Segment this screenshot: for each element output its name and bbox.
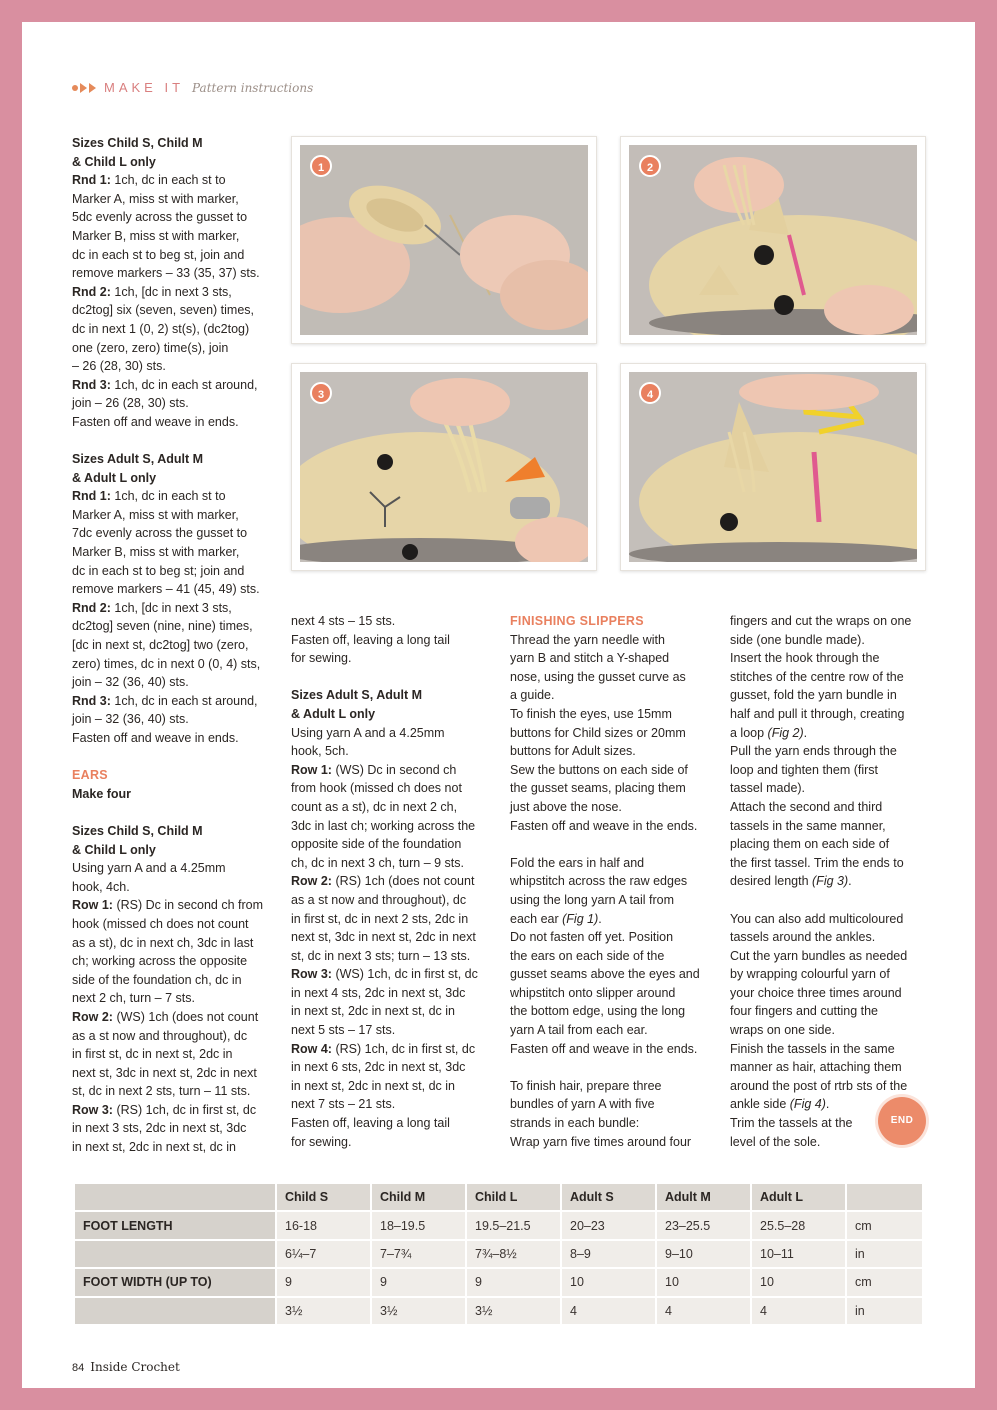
text-line: your choice three times around [730, 985, 902, 1000]
text-line: Row 2: (RS) 1ch (does not count [291, 874, 475, 889]
text-line: 5dc evenly across the gusset to [72, 210, 248, 225]
text-line: ch; working across the opposite [72, 954, 248, 969]
text-line: just above the nose. [510, 799, 622, 814]
text-line: from hook (missed ch does not [291, 781, 462, 796]
table-header-row [75, 1184, 924, 1212]
text-line: next st, 3dc in next st, 2dc in next [291, 930, 476, 945]
page-footer [72, 1360, 180, 1374]
text-line: Sizes Adult S, Adult M [72, 452, 204, 467]
table-cell: 6¼–7 [277, 1241, 372, 1269]
text-line: Sew the buttons on each side of [510, 762, 688, 777]
table-cell: 9 [372, 1269, 467, 1297]
text-line: next 7 sts – 21 sts. [291, 1097, 396, 1112]
text-line: in first st, dc in next st, 2dc in [72, 1047, 233, 1062]
text-line: half and pull it through, creating [730, 706, 905, 721]
text-line: buttons for Adult sizes. [510, 744, 636, 759]
text-line: in next st, 2dc in next st, dc in [291, 1004, 455, 1019]
figure-2 [620, 136, 926, 344]
spacer [510, 1058, 715, 1077]
text-line: dc in each st to beg st, join and [72, 247, 245, 262]
text-line: dc2tog] seven (nine, nine) times, [72, 619, 253, 634]
text-line: each ear (Fig 1). [510, 911, 602, 926]
arrow-icon [72, 83, 96, 93]
spacer [730, 891, 930, 910]
text-line: Trim the tassels at the [730, 1116, 853, 1131]
text-line: zero) times, dc in next 0 (0, 4) sts, [72, 656, 261, 671]
text-line: whipstitch onto slipper around [510, 985, 676, 1000]
text-line: & Adult L only [291, 706, 376, 721]
text-line: next 5 sts – 17 sts. [291, 1023, 396, 1038]
text-line: remove markers – 41 (45, 49) sts. [72, 582, 260, 597]
text-line: Pull the yarn ends through the [730, 744, 897, 759]
text-line: To finish the eyes, use 15mm [510, 706, 672, 721]
text-line: Rnd 1: 1ch, dc in each st to [72, 173, 226, 188]
text-line: st, dc in next 3 sts; turn – 13 sts. [291, 948, 471, 963]
text-line: Rnd 1: 1ch, dc in each st to [72, 489, 226, 504]
figure-badge: 3 [310, 382, 332, 404]
magazine-name: Inside Crochet [90, 1360, 180, 1374]
text-line: EARS [72, 768, 108, 783]
text-column-1 [72, 134, 272, 1157]
text-line: Finish the tassels in the same [730, 1041, 895, 1056]
figure-3 [291, 363, 597, 571]
text-line: for sewing. [291, 1134, 352, 1149]
text-line: strands in each bundle: [510, 1116, 640, 1131]
text-line: placing them on each side of [730, 837, 890, 852]
text-line: buttons for Child sizes or 20mm [510, 725, 686, 740]
text-line: [dc in next st, dc2tog] two (zero, [72, 638, 249, 653]
text-line: side (one bundle made). [730, 632, 865, 647]
text-line: tassel made). [730, 781, 806, 796]
text-column-3 [510, 612, 715, 1151]
text-line: You can also add multicoloured [730, 911, 904, 926]
text-line: by wrapping colourful yarn of [730, 967, 890, 982]
text-line: around the post of rtrb sts of the [730, 1078, 908, 1093]
text-line: desired length (Fig 3). [730, 874, 852, 889]
text-line: side of the foundation ch, dc in [72, 972, 242, 987]
text-line: Rnd 3: 1ch, dc in each st around, [72, 377, 258, 392]
text-line: Fasten off and weave in the ends. [510, 1041, 698, 1056]
text-line: Cut the yarn bundles as needed [730, 948, 908, 963]
table-header-cell: Adult S [562, 1184, 657, 1212]
text-line: Rnd 2: 1ch, [dc in next 3 sts, [72, 284, 232, 299]
text-line: four fingers and cutting the [730, 1004, 879, 1019]
text-line: & Adult L only [72, 470, 157, 485]
table-row [75, 1212, 924, 1240]
text-line: gusset, fold the yarn bundle in [730, 688, 897, 703]
text-line: in next 4 sts, 2dc in next st, 3dc [291, 985, 466, 1000]
text-line: hook, 5ch. [291, 744, 349, 759]
table-cell: 10 [657, 1269, 752, 1297]
text-line: in next 6 sts, 2dc in next st, 3dc [291, 1060, 466, 1075]
page-number: 84 [72, 1362, 85, 1374]
text-line: Sizes Child S, Child M [72, 136, 203, 150]
text-line: remove markers – 33 (35, 37) sts. [72, 266, 260, 281]
table-cell: 8–9 [562, 1241, 657, 1269]
table-cell: 7¾–8½ [467, 1241, 562, 1269]
text-line: join – 32 (36, 40) sts. [72, 712, 189, 727]
table-row [75, 1241, 924, 1269]
text-line: tassels in the same manner, [730, 818, 886, 833]
text-line: the ears on each side of the [510, 948, 665, 963]
text-line: next 2 ch, turn – 7 sts. [72, 991, 195, 1006]
text-line: Row 1: (WS) Dc in second ch [291, 762, 457, 777]
text-line: stitches of the centre row of the [730, 669, 904, 684]
text-line: yarn B and stitch a Y-shaped [510, 651, 670, 666]
table-header-cell [75, 1184, 277, 1212]
text-line: st, dc in next 2 sts, turn – 11 sts. [72, 1084, 251, 1099]
figure-1 [291, 136, 597, 344]
table-cell: 3½ [467, 1298, 562, 1326]
table-cell [75, 1298, 277, 1326]
text-line: using the long yarn A tail from [510, 892, 674, 907]
text-line: the gusset seams, placing them [510, 781, 686, 796]
text-line: ankle side (Fig 4). [730, 1097, 830, 1112]
text-line: in next 3 sts, 2dc in next st, 3dc [72, 1121, 247, 1136]
text-line: hook, 4ch. [72, 879, 130, 894]
table-header-cell: Child M [372, 1184, 467, 1212]
table-cell: 25.5–28 [752, 1212, 847, 1240]
end-badge: END [878, 1097, 926, 1145]
text-line: Marker A, miss st with marker, [72, 191, 239, 206]
text-line: for sewing. [291, 651, 352, 666]
text-line: tassels around the ankles. [730, 930, 876, 945]
text-line: manner as hair, attaching them [730, 1060, 902, 1075]
text-line: as a st now and throughout), dc [291, 892, 467, 907]
text-line: hook (missed ch does not count [72, 916, 249, 931]
text-line: level of the sole. [730, 1134, 821, 1149]
table-cell: FOOT LENGTH [75, 1212, 277, 1240]
text-line: dc2tog] six (seven, seven) times, [72, 303, 255, 318]
text-column-4 [730, 612, 930, 1151]
text-line: Row 3: (RS) 1ch, dc in first st, dc [72, 1102, 257, 1117]
text-line: – 26 (28, 30) sts. [72, 359, 166, 374]
table-cell: 9–10 [657, 1241, 752, 1269]
text-line: loop and tighten them (first [730, 762, 878, 777]
text-line: 7dc evenly across the gusset to [72, 526, 248, 541]
text-line: Sizes Adult S, Adult M [291, 688, 423, 703]
table-cell: 4 [752, 1298, 847, 1326]
text-line: dc in each st to beg st; join and [72, 563, 245, 578]
text-line: Thread the yarn needle with [510, 632, 665, 647]
size-table [75, 1184, 924, 1326]
text-line: Do not fasten off yet. Position [510, 930, 674, 945]
text-line: Marker B, miss st with marker, [72, 545, 240, 560]
text-line: dc in next 1 (0, 2) st(s), (dc2tog) [72, 321, 250, 336]
text-line: count as a st), dc in next 2 ch, [291, 799, 458, 814]
table-cell: 16-18 [277, 1212, 372, 1240]
table-cell: 4 [562, 1298, 657, 1326]
text-line: Fasten off and weave in ends. [72, 731, 239, 745]
table-header-cell: Adult L [752, 1184, 847, 1212]
table-cell: 23–25.5 [657, 1212, 752, 1240]
text-line: a guide. [510, 688, 555, 703]
text-line: in next st, 2dc in next st, dc in [72, 1140, 236, 1155]
text-line: opposite side of the foundation [291, 837, 462, 852]
table-cell: 18–19.5 [372, 1212, 467, 1240]
figure-badge: 2 [639, 155, 661, 177]
text-line: yarn A tail from each ear. [510, 1023, 648, 1038]
spacer [72, 803, 272, 822]
text-line: whipstitch across the raw edges [510, 874, 688, 889]
text-line: Marker B, miss st with marker, [72, 228, 240, 243]
table-cell: 3½ [277, 1298, 372, 1326]
table-row [75, 1298, 924, 1326]
text-line: Make four [72, 786, 132, 801]
table-cell: 9 [277, 1269, 372, 1297]
table-cell: 9 [467, 1269, 562, 1297]
table-cell: in [847, 1298, 924, 1326]
table-cell: 20–23 [562, 1212, 657, 1240]
table-cell: 3½ [372, 1298, 467, 1326]
header-subtitle: Pattern instructions [192, 80, 314, 95]
spacer [510, 835, 715, 854]
spacer [72, 748, 272, 767]
table-header-cell [847, 1184, 924, 1212]
text-line: in first st, dc in next 2 sts, 2dc in [291, 911, 469, 926]
table-cell: 19.5–21.5 [467, 1212, 562, 1240]
table-cell: 10 [562, 1269, 657, 1297]
table-cell: cm [847, 1212, 924, 1240]
text-line: the bottom edge, using the long [510, 1004, 686, 1019]
text-column-2 [291, 612, 496, 1151]
text-line: as a st now and throughout), dc [72, 1028, 248, 1043]
text-line: Rnd 2: 1ch, [dc in next 3 sts, [72, 600, 232, 615]
figure-badge: 1 [310, 155, 332, 177]
text-line: bundles of yarn A with five [510, 1097, 655, 1112]
text-line: the first tassel. Trim the ends to [730, 855, 904, 870]
table-cell: 10 [752, 1269, 847, 1297]
figure-badge: 4 [639, 382, 661, 404]
text-line: wraps on one side. [730, 1023, 835, 1038]
text-line: one (zero, zero) time(s), join [72, 340, 229, 355]
table-cell: 4 [657, 1298, 752, 1326]
table-header-cell: Adult M [657, 1184, 752, 1212]
text-line: next st, 3dc in next st, 2dc in next [72, 1065, 257, 1080]
figure-4 [620, 363, 926, 571]
text-line: ch, dc in next 3 ch, turn – 9 sts. [291, 855, 465, 870]
text-line: fingers and cut the wraps on one [730, 614, 912, 628]
table-row [75, 1269, 924, 1297]
photo-hook-hair [629, 145, 917, 335]
text-line: Fasten off and weave in ends. [72, 414, 239, 429]
text-line: Fasten off, leaving a long tail [291, 1116, 450, 1131]
table-cell: in [847, 1241, 924, 1269]
text-line: 3dc in last ch; working across the [291, 818, 476, 833]
text-line: & Child L only [72, 154, 156, 169]
text-line: To finish hair, prepare three [510, 1078, 662, 1093]
text-line: Attach the second and third [730, 799, 883, 814]
text-line: Fold the ears in half and [510, 855, 645, 870]
text-line: in next st, 2dc in next st, dc in [291, 1078, 455, 1093]
text-line: join – 32 (36, 40) sts. [72, 675, 189, 690]
table-cell [75, 1241, 277, 1269]
table-header-cell: Child S [277, 1184, 372, 1212]
text-line: Sizes Child S, Child M [72, 823, 203, 838]
text-line: Insert the hook through the [730, 651, 880, 666]
text-line: Using yarn A and a 4.25mm [72, 861, 226, 876]
table-cell: 7–7¾ [372, 1241, 467, 1269]
text-line: Using yarn A and a 4.25mm [291, 725, 445, 740]
text-line: Row 1: (RS) Dc in second ch from [72, 898, 264, 913]
text-line: & Child L only [72, 842, 156, 857]
table-cell: cm [847, 1269, 924, 1297]
text-line: join – 26 (28, 30) sts. [72, 396, 189, 411]
text-line: FINISHING SLIPPERS [510, 614, 644, 628]
text-line: as a st), dc in next ch, 3dc in last [72, 935, 254, 950]
table-cell: 10–11 [752, 1241, 847, 1269]
text-line: gusset seams above the eyes and [510, 967, 700, 982]
photo-yellow-tassel [629, 372, 917, 562]
text-line: Row 4: (RS) 1ch, dc in first st, dc [291, 1041, 476, 1056]
table-cell: FOOT WIDTH (UP TO) [75, 1269, 277, 1297]
section-header [72, 80, 313, 95]
photo-sewing-ear [300, 145, 588, 335]
text-line: next 4 sts – 15 sts. [291, 614, 396, 628]
text-line: Wrap yarn five times around four [510, 1134, 692, 1149]
text-line: Fasten off, leaving a long tail [291, 632, 450, 647]
spacer [291, 668, 496, 687]
header-title: MAKE IT [104, 80, 185, 95]
text-line: Fasten off and weave in the ends. [510, 818, 698, 833]
text-line: a loop (Fig 2). [730, 725, 808, 740]
text-line: nose, using the gusset curve as [510, 669, 686, 684]
text-line: Marker A, miss st with marker, [72, 507, 239, 522]
photo-trimming [300, 372, 588, 562]
spacer [72, 432, 272, 451]
text-line: Rnd 3: 1ch, dc in each st around, [72, 693, 258, 708]
text-line: Row 3: (WS) 1ch, dc in first st, dc [291, 967, 478, 982]
text-line: Row 2: (WS) 1ch (does not count [72, 1009, 259, 1024]
table-header-cell: Child L [467, 1184, 562, 1212]
